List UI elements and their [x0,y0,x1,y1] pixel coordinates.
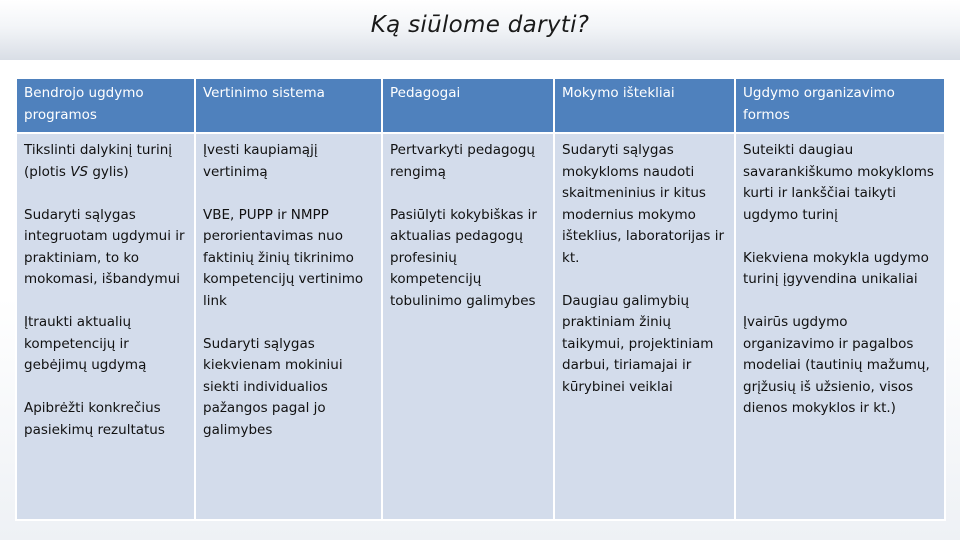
cell-resources [554,133,735,520]
assessment-item: Sudaryti sąlygas kiekvienam mokiniui siekti individualios pažangos pagal jo galimybes [203,335,343,438]
assessment-item: Įvesti kaupiamąjį vertinimą [203,142,318,180]
cell-teachers [382,133,554,520]
cell-curriculum [16,133,195,520]
page-title: Ką siūlome daryti? [370,12,590,38]
organization-item: Suteikti daugiau savarankiškumo mokykloms kurti ir lankščiai taikyti ugdymo turinį [743,142,934,223]
curriculum-item: Įtraukti aktualių kompetencijų ir gebėjimų ugdymą [24,314,147,373]
header-teachers: Pedagogai [382,78,554,133]
assessment-item: VBE, PUPP ir NMPP perorientavimas nuo faktinių žinių tikrinimo kompetencijų vertinimo link [203,206,364,309]
resources-item: Sudaryti sąlygas mokykloms naudoti skaitmeninius ir kitus modernius mokymo išteklius, laboratorijas ir kt. [562,142,725,266]
organization-item: Įvairūs ugdymo organizavimo ir pagalbos modeliai (tautinių mažumų, grįžusių iš užsienio, visos dienos mokyklos ir kt.) [743,314,930,416]
curriculum-item: Tikslinti dalykinį turinį (plotis VS gylis) [24,142,173,180]
curriculum-item: Apibrėžti konkrečius pasiekimų rezultatus [24,400,165,438]
teachers-item: Pertvarkyti pedagogų rengimą [390,142,535,180]
header-assessment: Vertinimo sistema [195,78,382,133]
proposals-table [15,77,946,521]
resources-item: Daugiau galimybių praktiniam žinių taikymui, projektiniam darbui, tiriamajai ir kūrybinei veiklai [562,292,714,395]
curriculum-item: Sudaryti sąlygas integruotam ugdymui ir praktiniam, to ko mokomasi, išbandymui [24,206,185,287]
cell-organization [735,133,945,520]
table-header-row [16,78,945,133]
header-curriculum: Bendrojo ugdymo programos [16,78,195,133]
header-organization: Ugdymo organizavimo formos [735,78,945,133]
cell-assessment [195,133,382,520]
teachers-item: Pasiūlyti kokybiškas ir aktualias pedagogų profesinių kompetencijų tobulinimo galimybes [390,206,537,309]
organization-item: Kiekviena mokykla ugdymo turinį įgyvendina unikaliai [743,249,929,287]
table-body-row [16,133,945,520]
header-resources: Mokymo ištekliai [554,78,735,133]
